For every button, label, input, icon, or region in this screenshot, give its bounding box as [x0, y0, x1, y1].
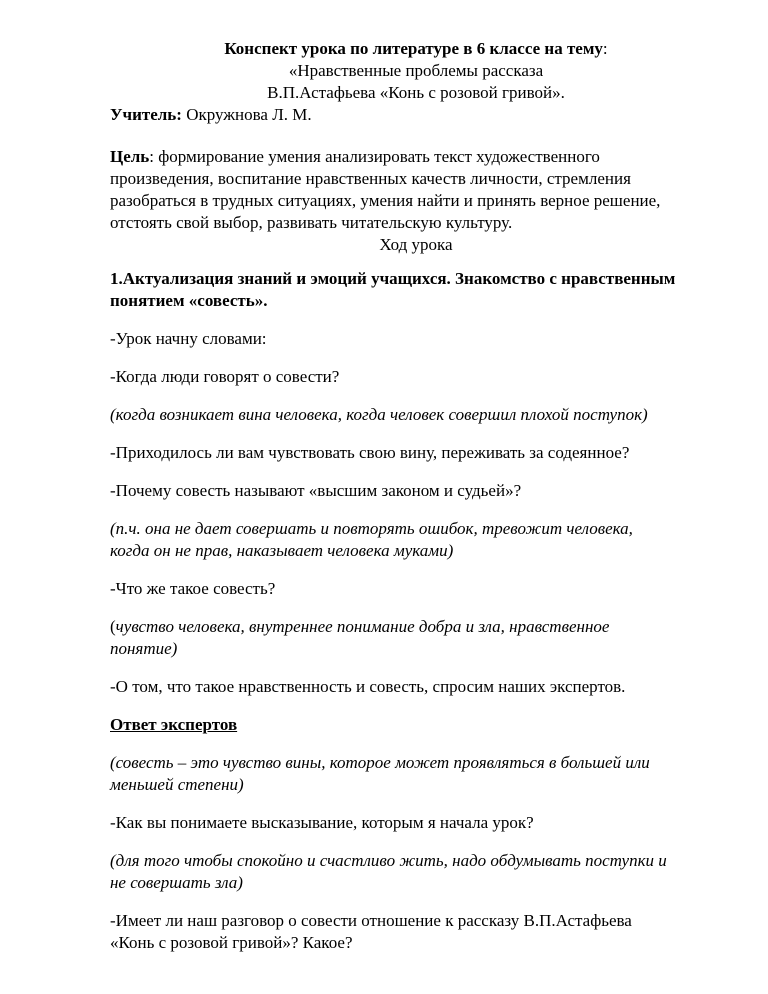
lesson-heading: Ход урока — [379, 235, 453, 254]
question-what: -Что же такое совесть? — [110, 579, 276, 598]
section-1-line-2: понятием «совесть». — [110, 291, 268, 310]
answer-what-line-1 — [110, 616, 722, 638]
answer-what-paren: ( — [110, 617, 116, 636]
question-when: -Когда люди говорят о совести? — [110, 367, 340, 386]
answer-quote — [110, 850, 722, 894]
answer-when: (когда возникает вина человека, когда человек совершил плохой поступок) — [110, 405, 648, 424]
answer-law — [110, 518, 722, 562]
section-1-line-1: 1.Актуализация знаний и эмоций учащихся. Знакомство с нравственным — [110, 269, 676, 288]
document-page — [110, 38, 722, 970]
title — [110, 38, 722, 60]
question-experts: -О том, что такое нравственность и совесть, спросим наших экспертов. — [110, 677, 626, 696]
intro-line: -Урок начну словами: — [110, 329, 267, 348]
question-relation-line-2: «Конь с розовой гривой»? Какое? — [110, 933, 353, 952]
goal-line-4: отстоять свой выбор, развивать читательскую культуру. — [110, 213, 513, 232]
goal-line-3: разобраться в трудных ситуациях, умения найти и принять верное решение, — [110, 191, 661, 210]
goal-text-1: : формирование умения анализировать текст художественного — [149, 147, 600, 166]
answer-what-text-1: чувство человека, внутреннее понимание добра и зла, нравственное — [115, 617, 610, 636]
answer-quote-line-1: (для того чтобы спокойно и счастливо жить, надо обдумывать поступки и — [110, 851, 667, 870]
experts-answer-line-1: (совесть – это чувство вины, которое может проявляться в большей или — [110, 753, 650, 772]
experts-answer — [110, 752, 722, 796]
subtitle-line-1: «Нравственные проблемы рассказа — [288, 61, 544, 80]
teacher-name: Окружнова Л. М. — [181, 105, 312, 124]
answer-quote-line-2: не совершать зла) — [110, 873, 243, 892]
question-relation — [110, 910, 722, 954]
question-relation-line-1: -Имеет ли наш разговор о совести отношение к рассказу В.П.Астафьева — [110, 911, 632, 930]
experts-answer-line-2: меньшей степени) — [110, 775, 244, 794]
question-quote: -Как вы понимаете высказывание, которым я начала урок? — [110, 813, 534, 832]
question-guilt: -Приходилось ли вам чувствовать свою вину, переживать за содеянное? — [110, 443, 630, 462]
title-bold: Конспект урока по литературе в 6 классе на тему — [224, 39, 603, 58]
teacher-line — [110, 104, 722, 126]
answer-what-line-2: понятие) — [110, 639, 178, 658]
goal-line-2: произведения, воспитание нравственных качеств личности, стремления — [110, 169, 631, 188]
answer-law-line-2: когда он не прав, наказывает человека муками) — [110, 541, 454, 560]
section-1-heading — [110, 268, 722, 312]
question-law: -Почему совесть называют «высшим законом и судьей»? — [110, 481, 522, 500]
teacher-label: Учитель: — [110, 105, 182, 124]
goal-line-1 — [110, 146, 722, 168]
title-colon: : — [602, 39, 608, 58]
answer-law-line-1: (п.ч. она не дает совершать и повторять ошибок, тревожит человека, — [110, 519, 633, 538]
subtitle-line-2: В.П.Астафьева «Конь с розовой гривой». — [267, 83, 565, 102]
experts-heading: Ответ экспертов — [110, 715, 238, 734]
answer-what — [110, 616, 722, 660]
goal-label: Цель — [110, 147, 150, 166]
